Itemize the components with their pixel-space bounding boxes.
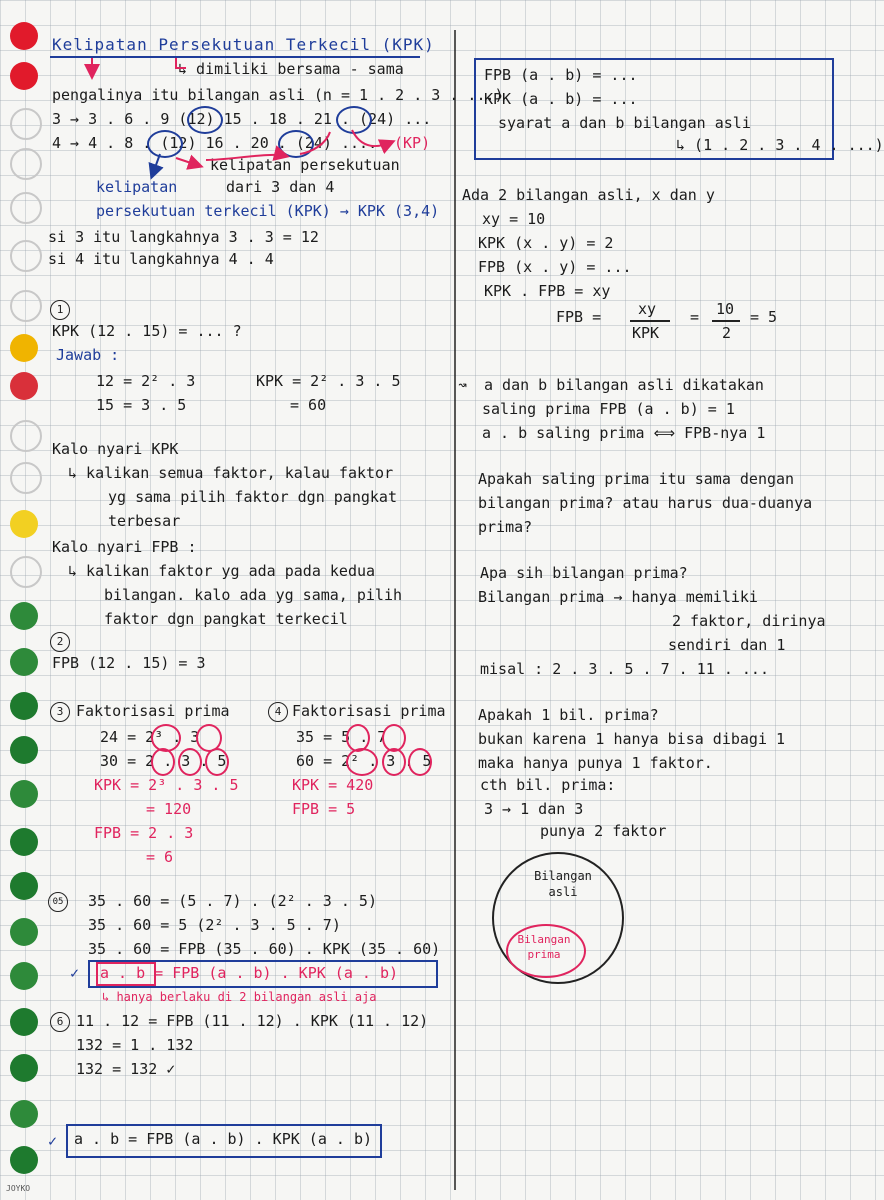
box-kpk: KPK (a . b) = ... bbox=[484, 90, 638, 108]
fraction-bar bbox=[712, 320, 740, 322]
binding-ring bbox=[10, 462, 42, 494]
bullet-icon: ↝ bbox=[458, 376, 468, 394]
factor-circle bbox=[346, 748, 378, 776]
q3-line-24: 24 = 2³ . 3 bbox=[100, 728, 200, 746]
factor-circle bbox=[408, 748, 432, 776]
q5-check: ✓ bbox=[70, 964, 80, 982]
binding-ring bbox=[10, 420, 42, 452]
q3-kpk-value: = 120 bbox=[146, 800, 192, 818]
binding-ring bbox=[10, 510, 38, 538]
q5-line-3: 35 . 60 = FPB (35 . 60) . KPK (35 . 60) bbox=[88, 940, 441, 958]
fpb-xy: FPB (x . y) = ... bbox=[478, 258, 632, 276]
binding-ring bbox=[10, 240, 42, 272]
misal-line: misal : 2 . 3 . 5 . 7 . 11 . ... bbox=[480, 660, 769, 678]
cth-prima: cth bil. prima: bbox=[480, 776, 616, 794]
si3-line: si 3 itu langkahnya 3 . 3 = 12 bbox=[48, 228, 319, 246]
kpk-result: KPK = 2² . 3 . 5 bbox=[256, 372, 401, 390]
circle-12 bbox=[147, 130, 183, 158]
bil-1-question: Apakah 1 bil. prima? bbox=[478, 706, 659, 724]
box-syarat: syarat a dan b bilangan asli bbox=[498, 114, 751, 132]
binding-ring bbox=[10, 602, 38, 630]
fraction-2-denominator: 2 bbox=[722, 324, 732, 342]
factor-15: 15 = 3 . 5 bbox=[96, 396, 187, 414]
fraction-1-numerator: xy bbox=[638, 300, 657, 318]
binding-ring bbox=[10, 372, 38, 400]
number-badge: 2 bbox=[50, 632, 70, 652]
kpk-result-value: = 60 bbox=[290, 396, 327, 414]
cth-prima-2: 3 → 1 dan 3 bbox=[484, 800, 584, 818]
kalo-fpb: Kalo nyari FPB : bbox=[52, 538, 197, 556]
dari-3-dan-4: dari 3 dan 4 bbox=[226, 178, 335, 196]
number-badge: 1 bbox=[50, 300, 70, 320]
question-prima-3: prima? bbox=[478, 518, 533, 536]
fraction-1-denominator: KPK bbox=[632, 324, 660, 342]
fpb-equation: FPB = bbox=[556, 308, 602, 326]
kpk-rule-3: terbesar bbox=[108, 512, 181, 530]
kp-label: (KP) bbox=[394, 134, 431, 152]
binding-ring bbox=[10, 148, 42, 180]
fraction-bar bbox=[630, 320, 670, 322]
binding-ring bbox=[10, 1008, 38, 1036]
question-prima-2: bilangan prima? atau harus dua-duanya bbox=[478, 494, 813, 512]
prima-def-3: a . b saling prima ⟺ FPB-nya 1 bbox=[482, 424, 766, 442]
number-badge: 6 bbox=[50, 1012, 70, 1032]
jawab-label: Jawab : bbox=[56, 346, 120, 364]
q6-line-2: 132 = 1 . 132 bbox=[76, 1036, 194, 1054]
question-1: KPK (12 . 15) = ... ? bbox=[52, 322, 242, 340]
binding-ring bbox=[10, 1146, 38, 1174]
multiples-of-4: 4 → 4 . 8 . (12) 16 . 20 . (24) .... bbox=[52, 134, 378, 152]
si4-line: si 4 itu langkahnya 4 . 4 bbox=[48, 250, 274, 268]
factor-circle bbox=[151, 748, 175, 776]
binding-ring bbox=[10, 62, 38, 90]
kpk-xy: KPK (x . y) = 2 bbox=[478, 234, 614, 252]
kpk-rule-1: ↳ kalikan semua faktor, kalau faktor bbox=[68, 464, 394, 482]
venn-inner-label: Bilangan prima bbox=[517, 933, 571, 961]
binding-ring bbox=[10, 1100, 38, 1128]
question-prima-1: Apakah saling prima itu sama dengan bbox=[478, 470, 795, 488]
prima-def-2: saling prima FPB (a . b) = 1 bbox=[482, 400, 735, 418]
q6-line-3: 132 = 132 ✓ bbox=[76, 1060, 176, 1078]
multiples-of-3: 3 → 3 . 6 . 9 (12) 15 . 18 . 21 . (24) ... bbox=[52, 110, 432, 128]
q5-note: ↳ hanya berlaku di 2 bilangan asli aja bbox=[102, 990, 377, 1004]
factor-12: 12 = 2² . 3 bbox=[96, 372, 196, 390]
equals-sign: = bbox=[690, 308, 700, 326]
note-dimiliki: ↳ dimiliki bersama - sama bbox=[178, 60, 404, 78]
q5-line-2: 35 . 60 = 5 (2² . 3 . 5 . 7) bbox=[88, 916, 341, 934]
binding-ring bbox=[10, 692, 38, 720]
q4-kpk: KPK = 420 bbox=[292, 776, 374, 794]
apa-prima-4: sendiri dan 1 bbox=[668, 636, 786, 654]
number-badge: 05 bbox=[48, 892, 68, 912]
final-formula: a . b = FPB (a . b) . KPK (a . b) bbox=[74, 1130, 373, 1148]
apa-prima-3: 2 faktor, dirinya bbox=[672, 612, 826, 630]
notebook-binding bbox=[0, 0, 40, 1200]
binding-ring bbox=[10, 1054, 38, 1082]
persekutuan-terkecil: persekutuan terkecil (KPK) → KPK (3,4) bbox=[96, 202, 440, 220]
q4-line-60: 60 = 2² . 3 . 5 bbox=[296, 752, 432, 770]
binding-ring bbox=[10, 290, 42, 322]
factor-circle bbox=[178, 748, 202, 776]
cth-prima-3: punya 2 faktor bbox=[540, 822, 667, 840]
binding-ring bbox=[10, 192, 42, 224]
kpk-rule-2: yg sama pilih faktor dgn pangkat bbox=[108, 488, 397, 506]
q3-fpb-value: = 6 bbox=[146, 848, 174, 866]
circle-24 bbox=[336, 106, 372, 134]
q5-line-1: 35 . 60 = (5 . 7) . (2² . 3 . 5) bbox=[88, 892, 377, 910]
binding-ring bbox=[10, 108, 42, 140]
apa-prima-2: Bilangan prima → hanya memiliki bbox=[478, 588, 758, 606]
kalo-kpk: Kalo nyari KPK bbox=[52, 440, 179, 458]
box-fpb: FPB (a . b) = ... bbox=[484, 66, 638, 84]
binding-ring bbox=[10, 22, 38, 50]
column-divider bbox=[454, 30, 456, 1190]
bil-1-answer-2: maka hanya punya 1 faktor. bbox=[478, 754, 713, 772]
circle-12 bbox=[187, 106, 223, 134]
factor-circle bbox=[205, 748, 229, 776]
final-check: ✓ bbox=[48, 1132, 58, 1150]
binding-ring bbox=[10, 556, 42, 588]
q3-fpb: FPB = 2 . 3 bbox=[94, 824, 194, 842]
binding-ring bbox=[10, 648, 38, 676]
q3-kpk: KPK = 2³ . 3 . 5 bbox=[94, 776, 239, 794]
xy-line: xy = 10 bbox=[482, 210, 546, 228]
fpb-rule-1: ↳ kalikan faktor yg ada pada kedua bbox=[68, 562, 376, 580]
q3-title: Faktorisasi prima bbox=[76, 702, 230, 720]
binding-ring bbox=[10, 334, 38, 362]
q4-line-35: 35 = 5 . 7 bbox=[296, 728, 387, 746]
q4-title: Faktorisasi prima bbox=[292, 702, 446, 720]
binding-ring bbox=[10, 828, 38, 856]
fpb-result: = 5 bbox=[750, 308, 778, 326]
kelipatan-label: kelipatan bbox=[96, 178, 178, 196]
venn-outer-label: Bilangan asli bbox=[534, 869, 592, 899]
q5-line-4: a . b = FPB (a . b) . KPK (a . b) bbox=[100, 964, 399, 982]
circle-24 bbox=[278, 130, 314, 158]
fpb-rule-3: faktor dgn pangkat terkecil bbox=[104, 610, 348, 628]
fpb-rule-2: bilangan. kalo ada yg sama, pilih bbox=[104, 586, 403, 604]
page-title: Kelipatan Persekutuan Terkecil (KPK) bbox=[52, 35, 435, 54]
q3-line-30: 30 = 2 . 3 . 5 bbox=[100, 752, 227, 770]
binding-ring bbox=[10, 872, 38, 900]
fraction-2-numerator: 10 bbox=[716, 300, 735, 318]
box-asli-set: ↳ (1 . 2 . 3 . 4 . ...) bbox=[676, 136, 884, 154]
number-badge: 3 bbox=[50, 702, 70, 722]
apa-prima-1: Apa sih bilangan prima? bbox=[480, 564, 688, 582]
binding-ring bbox=[10, 736, 38, 764]
prima-def-1: a dan b bilangan asli dikatakan bbox=[484, 376, 764, 394]
factor-circle bbox=[382, 748, 406, 776]
binding-ring bbox=[10, 962, 38, 990]
bil-1-answer-1: bukan karena 1 hanya bisa dibagi 1 bbox=[478, 730, 786, 748]
kpk-fpb-xy: KPK . FPB = xy bbox=[484, 282, 611, 300]
title-underline bbox=[50, 56, 420, 58]
question-2: FPB (12 . 15) = 3 bbox=[52, 654, 206, 672]
pengali-line: pengalinya itu bilangan asli (n = 1 . 2 . 3 . ...) bbox=[52, 86, 504, 104]
q4-fpb: FPB = 5 bbox=[292, 800, 356, 818]
binding-ring bbox=[10, 918, 38, 946]
kelipatan-persekutuan-note: kelipatan persekutuan bbox=[210, 156, 400, 174]
ada-line: Ada 2 bilangan asli, x dan y bbox=[462, 186, 715, 204]
q6-line-1: 11 . 12 = FPB (11 . 12) . KPK (11 . 12) bbox=[76, 1012, 429, 1030]
binding-ring bbox=[10, 780, 38, 808]
number-badge: 4 bbox=[268, 702, 288, 722]
brand-mark: JOYKO bbox=[6, 1184, 31, 1193]
